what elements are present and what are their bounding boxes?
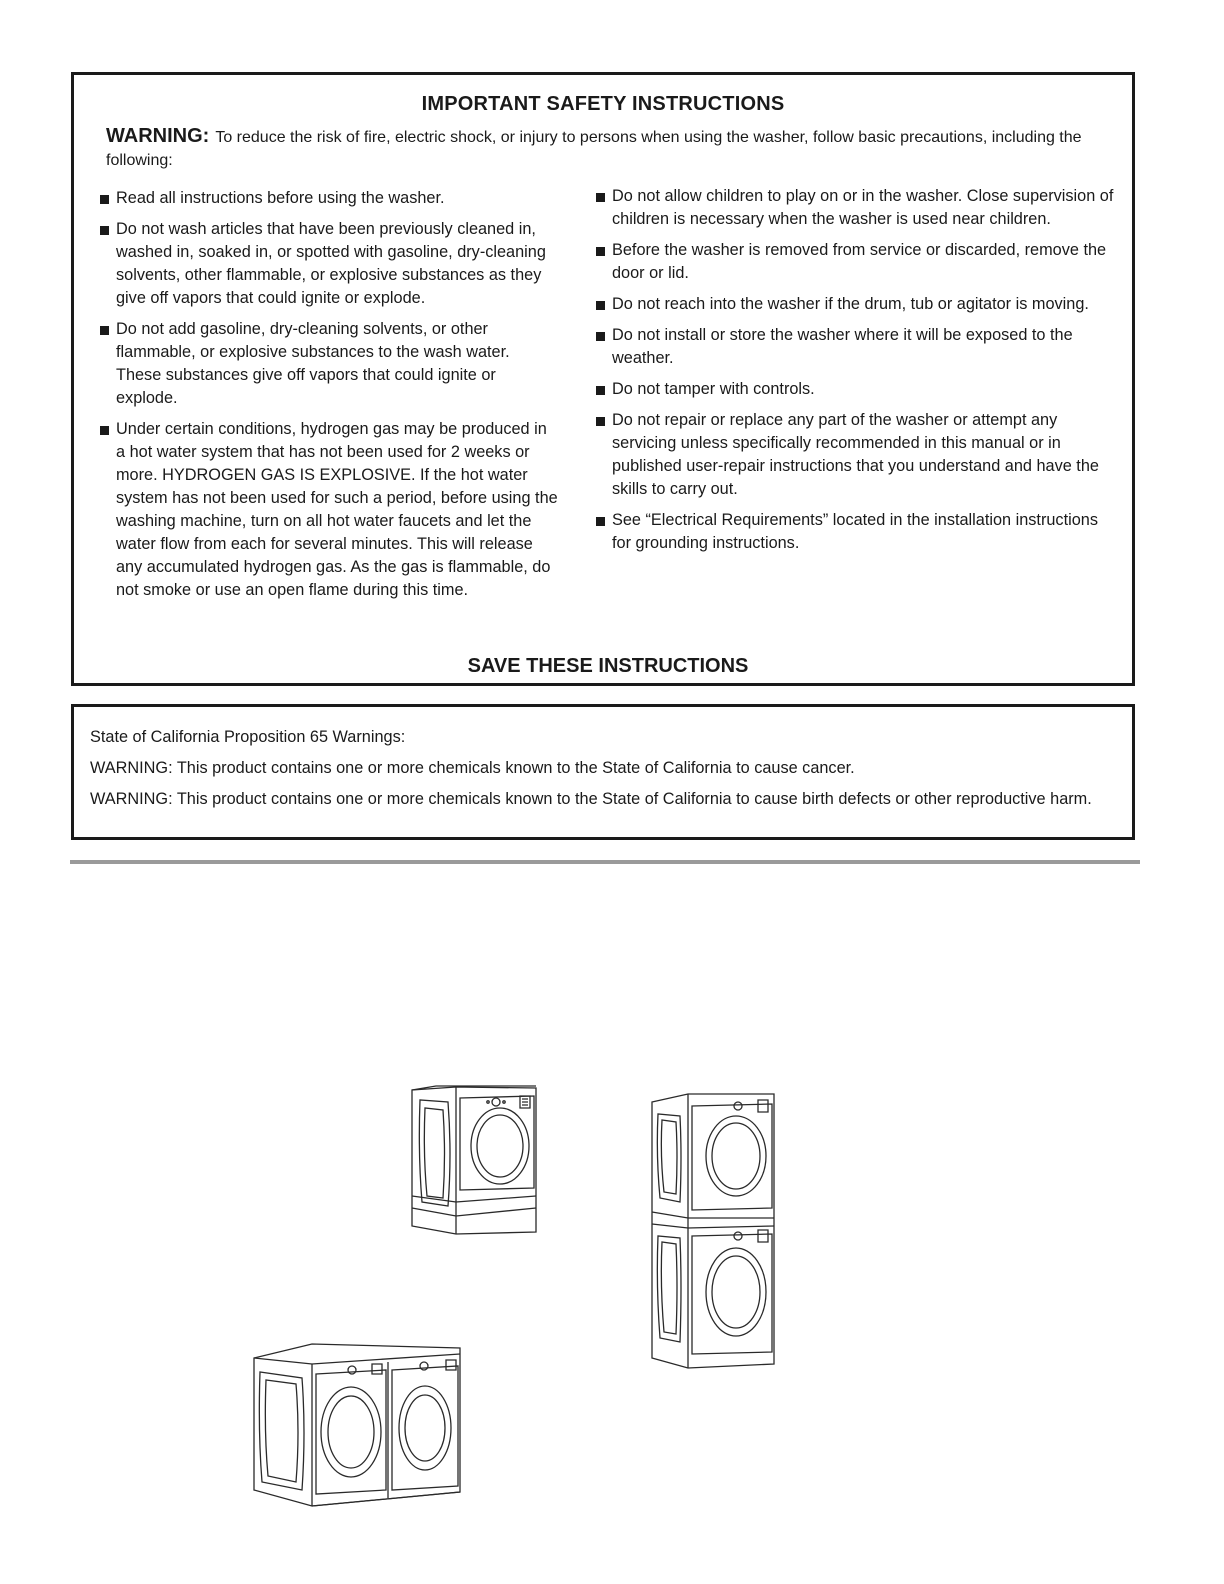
square-bullet-icon <box>100 426 109 435</box>
warning-label: WARNING: <box>106 125 210 147</box>
right-instructions-column <box>594 185 1114 563</box>
safety-title: IMPORTANT SAFETY INSTRUCTIONS <box>421 93 785 115</box>
square-bullet-icon <box>596 386 605 395</box>
square-bullet-icon <box>596 417 605 426</box>
list-item: Do not allow children to play on or in the washer. Close supervision of children is necessary when the washer is used near children. <box>594 185 1114 231</box>
square-bullet-icon <box>100 195 109 204</box>
square-bullet-icon <box>596 193 605 202</box>
square-bullet-icon <box>100 226 109 235</box>
washer-on-pedestal-illustration <box>408 1084 540 1240</box>
save-instructions-title: SAVE THESE INSTRUCTIONS <box>467 655 749 677</box>
prop65-heading: State of California Proposition 65 Warnings: <box>90 728 406 746</box>
list-item: Before the washer is removed from service or discarded, remove the door or lid. <box>594 239 1114 285</box>
square-bullet-icon <box>100 326 109 335</box>
prop65-birth-defects-warning: WARNING: This product contains one or more chemicals known to the State of California to cause birth defects or other reproductive harm. <box>90 790 1092 808</box>
list-item: Do not repair or replace any part of the washer or attempt any servicing unless specifically recommended in this manual or in published user-repair instructions that you understand and have the skills to carry out. <box>594 409 1114 501</box>
left-instructions-column <box>98 187 558 610</box>
list-item: Read all instructions before using the washer. <box>98 187 558 210</box>
warning-text: To reduce the risk of fire, electric shock, or injury to persons when using the washer, follow basic precautions, including the following: <box>106 129 1082 169</box>
prop65-warning-box <box>71 704 1135 840</box>
list-item: Do not wash articles that have been previously cleaned in, washed in, soaked in, or spotted with gasoline, dry-cleaning solvents, other flammable, or explosive substances as they give off vapors that could ignite or explode. <box>98 218 558 310</box>
stacked-washer-dryer-illustration <box>648 1090 780 1370</box>
safety-instructions-box <box>71 72 1135 686</box>
square-bullet-icon <box>596 332 605 341</box>
list-item: Do not install or store the washer where it will be exposed to the weather. <box>594 324 1114 370</box>
square-bullet-icon <box>596 517 605 526</box>
list-item: Do not reach into the washer if the drum, tub or agitator is moving. <box>594 293 1114 316</box>
warning-intro <box>106 125 1092 172</box>
prop65-cancer-warning: WARNING: This product contains one or more chemicals known to the State of California to cause cancer. <box>90 759 855 777</box>
section-divider <box>70 860 1140 864</box>
square-bullet-icon <box>596 301 605 310</box>
list-item: Do not tamper with controls. <box>594 378 1114 401</box>
side-by-side-washer-dryer-illustration <box>252 1340 466 1510</box>
square-bullet-icon <box>596 247 605 256</box>
list-item: Under certain conditions, hydrogen gas may be produced in a hot water system that has not been used for 2 weeks or more. HYDROGEN GAS IS EXPLOSIVE. If the hot water system has not been used for such a period, before using the washing machine, turn on all hot water faucets and let the water flow from each for several minutes. This will release any accumulated hydrogen gas. As the gas is flammable, do not smoke or use an open flame during this time. <box>98 418 558 602</box>
list-item: Do not add gasoline, dry-cleaning solvents, or other flammable, or explosive substances to the wash water. These substances give off vapors that could ignite or explode. <box>98 318 558 410</box>
list-item: See “Electrical Requirements” located in the installation instructions for grounding instructions. <box>594 509 1114 555</box>
